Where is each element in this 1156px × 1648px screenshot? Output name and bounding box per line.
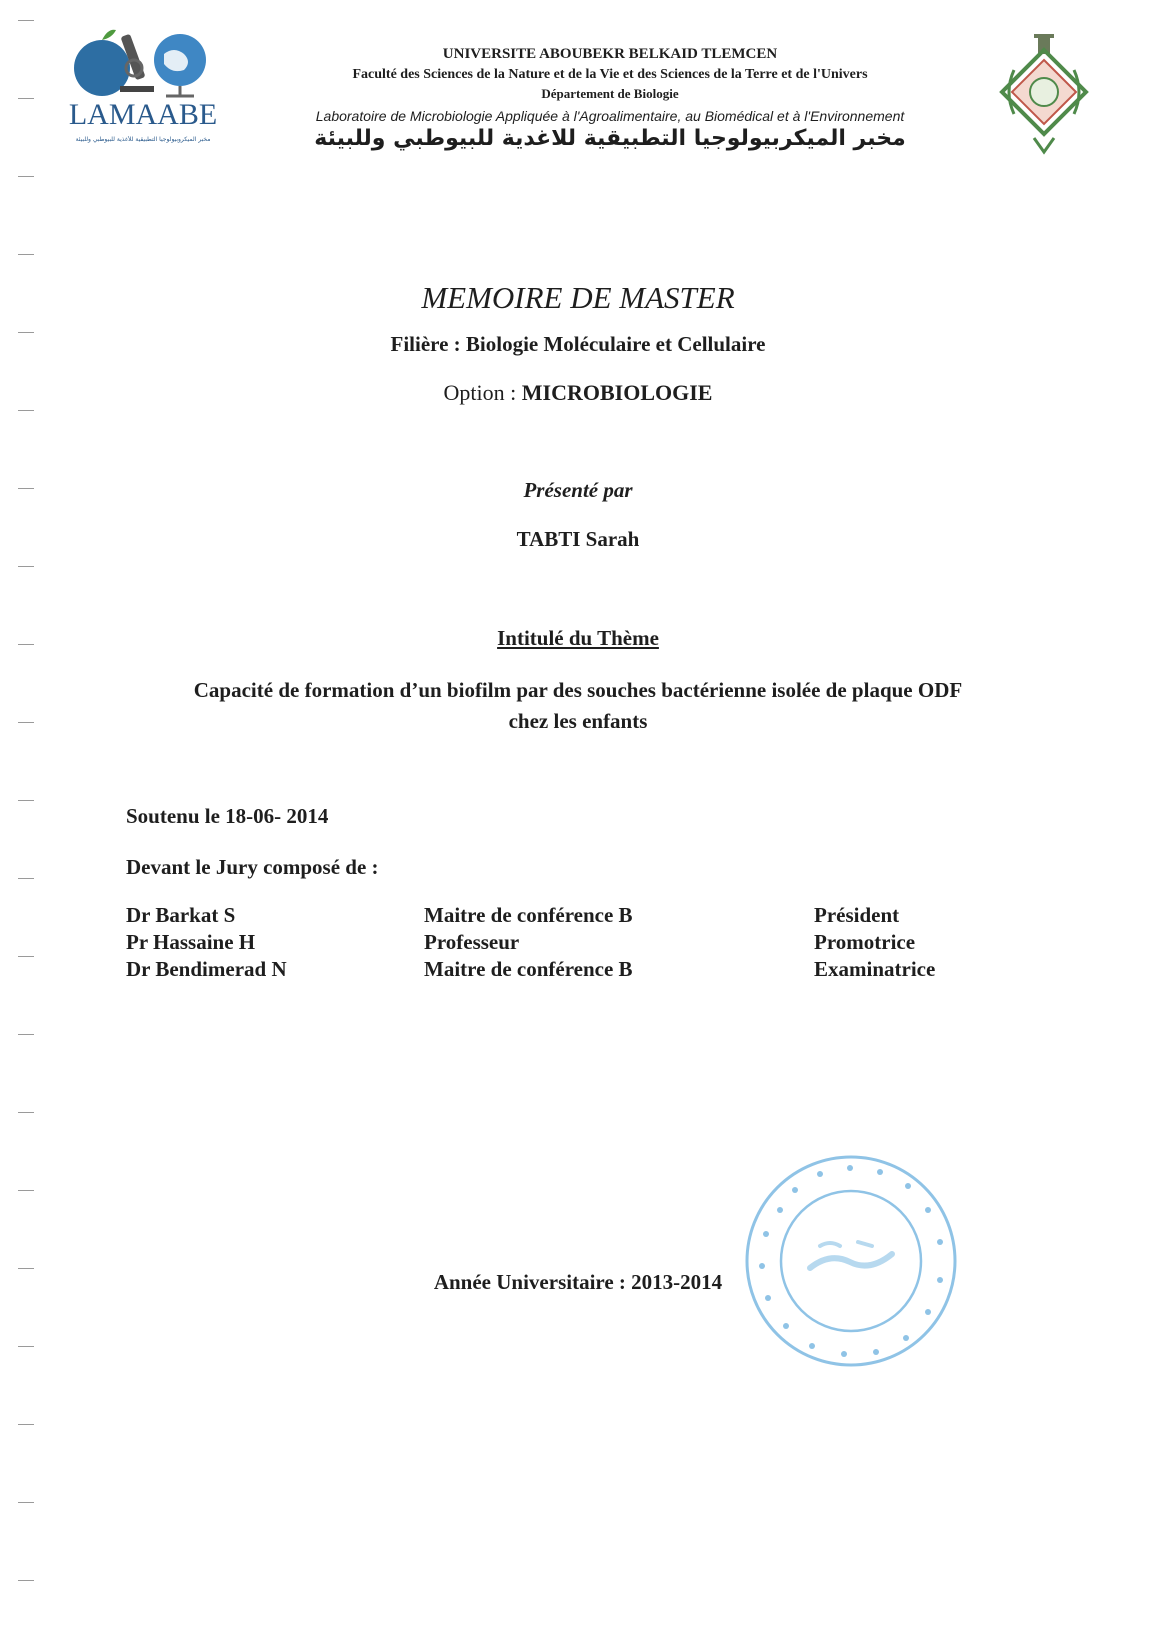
theme-heading: Intitulé du Thème [497,626,659,650]
thesis-theme-line-2: chez les enfants [508,709,648,733]
jury-member-grade: Maitre de conférence B [424,957,633,981]
field-of-study: Filière : Biologie Moléculaire et Cellulaire [390,332,766,356]
jury-row [0,903,1156,930]
jury-member-name: Dr Barkat S [126,903,236,927]
library-stamp-icon [740,1150,962,1372]
scan-binding-marks [18,0,34,1648]
university-seal [994,30,1094,160]
academic-year: Année Universitaire : 2013-2014 [433,1270,723,1294]
laboratory-name-arabic: مخبر الميكربيولوجيا التطبيقية للاغدية للبيوطبي وللبيئة [314,126,906,151]
jury-row [0,930,1156,957]
lab-logo-graphic-icon [68,24,218,104]
option-label: Option : [443,380,522,405]
lamaabe-logo [68,24,218,154]
option-value: MICROBIOLOGIE [521,380,713,405]
thesis-theme-line-1: Capacité de formation d’un biofilm par des souches bactérienne isolée de plaque ODF [193,678,963,702]
jury-member-role: Promotrice [814,930,916,954]
library-stamp [740,1150,962,1372]
jury-member-grade: Maitre de conférence B [424,903,633,927]
jury-member-role: Président [814,903,900,927]
department-name: Département de Biologie [541,86,679,101]
laboratory-name: Laboratoire de Microbiologie Appliquée à l'Agroalimentaire, au Biomédical et à l'Environnement [315,108,905,124]
university-seal-icon [994,30,1094,160]
defense-date: Soutenu le 18-06- 2014 [126,804,329,828]
university-name: UNIVERSITE ABOUBEKR BELKAID TLEMCEN [442,46,778,62]
jury-member-name: Pr Hassaine H [126,930,256,954]
jury-heading: Devant le Jury composé de : [126,855,379,879]
lab-logo-wordmark: LAMAABE [68,98,218,131]
thesis-theme [0,675,1156,737]
jury-member-name: Dr Bendimerad N [126,957,287,981]
jury-member-grade: Professeur [424,930,520,954]
author-name: TABTI Sarah [516,527,640,551]
document-title: MEMOIRE DE MASTER [421,280,735,315]
study-option [0,380,1156,406]
jury-member-role: Examinatrice [814,957,936,981]
jury-row [0,957,1156,984]
lab-logo-arabic-caption: مخبر الميكروبيولوجيا التطبيقية للأغذية للبيوطبي وللبيئة [75,136,211,143]
presented-by-label: Présenté par [523,478,633,502]
faculty-name: Faculté des Sciences de la Nature et de la Vie et des Sciences de la Terre et de l'Univers [352,67,868,82]
